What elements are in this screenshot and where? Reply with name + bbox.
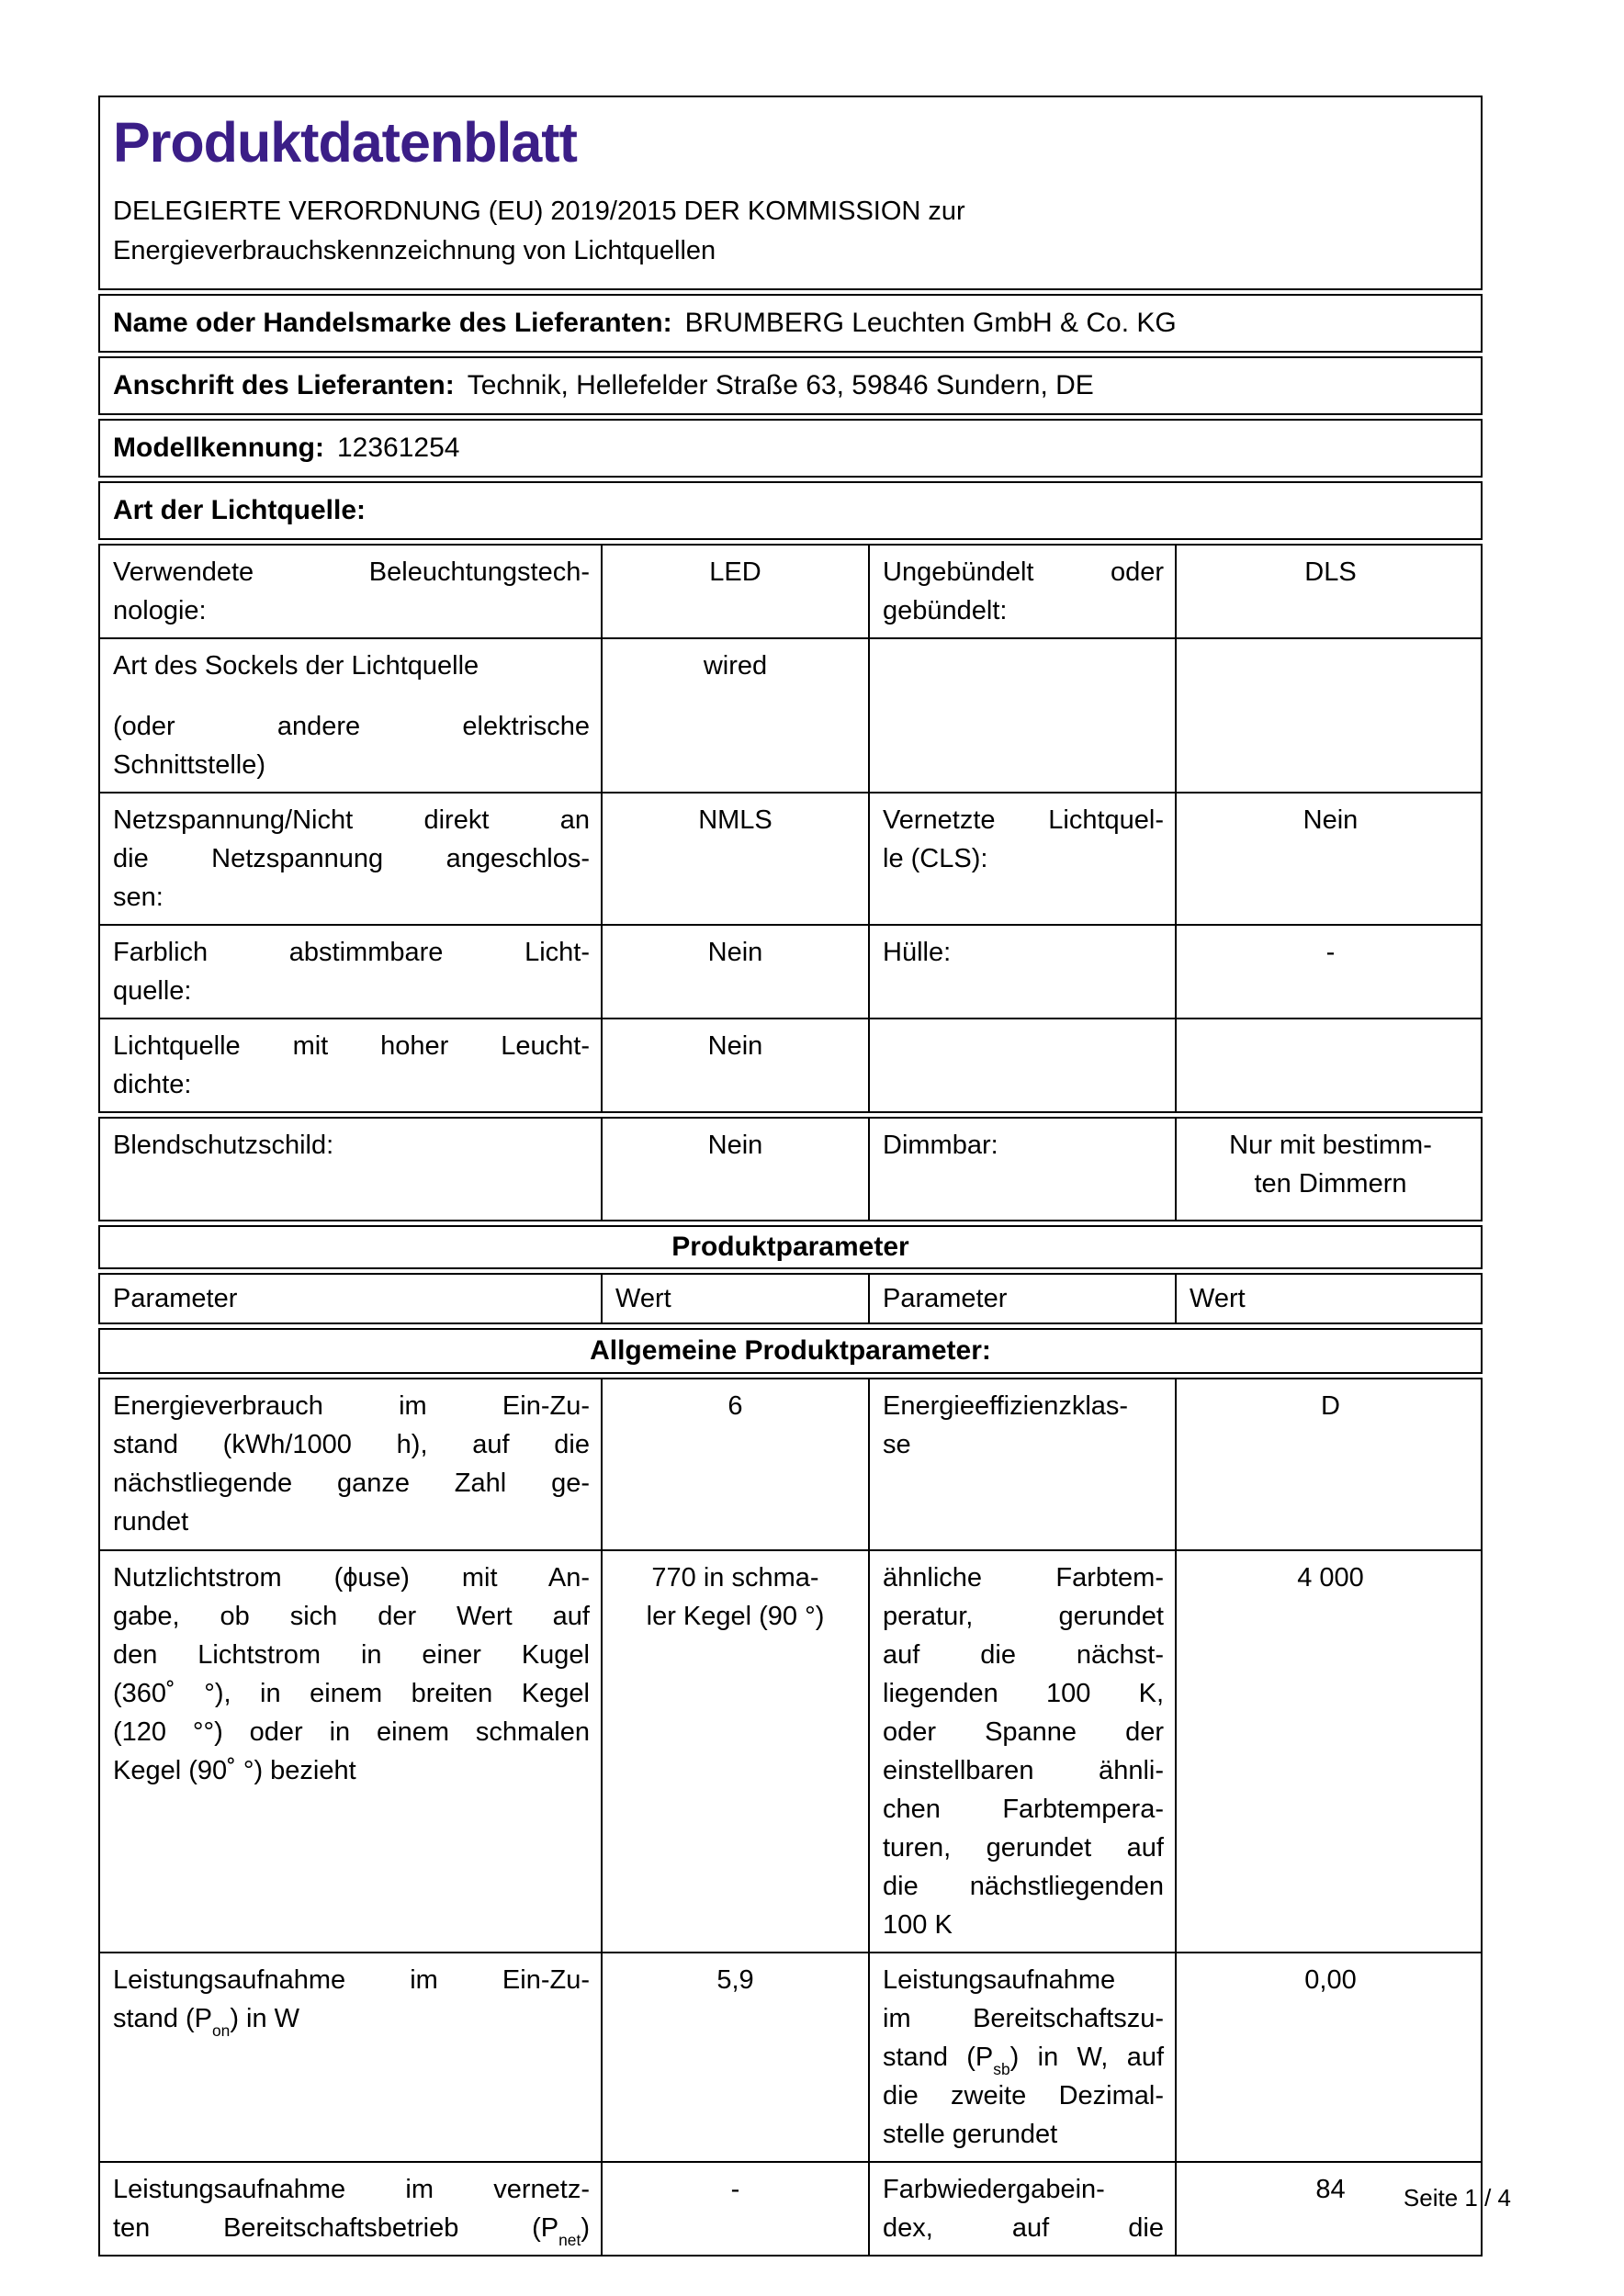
- value-cell: 0,00: [1175, 1953, 1484, 2161]
- title-box: [98, 96, 1483, 290]
- glare-shield-row-table: [98, 1117, 1483, 1221]
- param-cell: Lichtquelle mit hoher Leucht- dichte:: [113, 1031, 590, 1099]
- value-cell: NMLS: [601, 793, 868, 924]
- value-cell: D: [1175, 1379, 1484, 1549]
- value-cell: [1175, 639, 1484, 792]
- value-cell: Nein: [601, 1019, 868, 1111]
- table-row: [100, 1018, 1481, 1111]
- param-cell: Energieverbrauch im Ein-Zu- stand (kWh/1000 h), auf die nächstliegende ganze Zahl ge- rundet: [113, 1391, 590, 1536]
- param-cell: [868, 1019, 1175, 1111]
- model-id-value: 12361254: [336, 433, 460, 463]
- general-parameters-table: [98, 1378, 1483, 2257]
- param-cell: Dimmbar:: [868, 1119, 1175, 1220]
- model-id-label: Modellkennung:: [113, 433, 324, 463]
- column-header: Parameter: [113, 1284, 238, 1313]
- supplier-name-value: BRUMBERG Leuchten GmbH & Co. KG: [684, 308, 1177, 338]
- value-cell: 6: [601, 1379, 868, 1549]
- table-row: [100, 546, 1481, 637]
- page-title: Produktdatenblatt: [113, 111, 577, 174]
- product-datasheet: [98, 96, 1483, 2257]
- param-cell: Blendschutzschild:: [113, 1131, 334, 1160]
- supplier-address-row: [98, 356, 1483, 415]
- light-source-type-row: [98, 481, 1483, 540]
- table-row: [100, 1119, 1481, 1220]
- regulation-subtitle: DELEGIERTE VERORDNUNG (EU) 2019/2015 DER KOMMISSION zur Energieverbrauchskennzeichnung von Lichtquellen: [113, 197, 965, 266]
- table-row: [100, 792, 1481, 924]
- value-cell: Nein: [601, 926, 868, 1018]
- table-row: [100, 1549, 1481, 1952]
- footer-page-number: Seite 1 / 4: [1403, 2184, 1511, 2212]
- value-cell: -: [1175, 926, 1484, 1018]
- value-cell: Nur mit bestimm- ten Dimmern: [1175, 1119, 1484, 1220]
- light-source-type-label: Art der Lichtquelle:: [113, 495, 367, 525]
- param-cell: Leistungsaufnahme im vernetz- ten Bereitschaftsbetrieb $(P_{net})$: [113, 2175, 590, 2250]
- param-cell: Leistungsaufnahme im Bereitschaftszu- stand $(P_{sb})$ in W, auf die zweite Dezimal- stelle gerundet: [868, 1953, 1175, 2161]
- supplier-name-row: [98, 294, 1483, 353]
- table-row: [100, 1952, 1481, 2161]
- column-header: Wert: [601, 1275, 868, 1322]
- light-source-table: [98, 544, 1483, 1113]
- table-row: [100, 1379, 1481, 1549]
- value-cell: LED: [601, 546, 868, 637]
- param-cell: ähnliche Farbtem- peratur, gerundet auf die nächst- liegenden 100 K, oder Spanne der einstellbaren ähnli- chen Farbtempera- turen, gerundet auf die nächstliegenden 100 K: [868, 1551, 1175, 1952]
- value-cell: 4 000: [1175, 1551, 1484, 1952]
- param-cell: Ungebündelt oder gebündelt:: [868, 546, 1175, 637]
- model-id-row: [98, 419, 1483, 478]
- column-header: Parameter: [868, 1275, 1175, 1322]
- param-cell: Farbwiedergabein- dex, auf die: [868, 2163, 1175, 2255]
- param-cell: Hülle:: [868, 926, 1175, 1018]
- param-cell: Vernetzte Lichtquel- le (CLS):: [868, 793, 1175, 924]
- value-cell: -: [601, 2163, 868, 2255]
- value-cell: 84: [1175, 2163, 1484, 2255]
- supplier-name-label: Name oder Handelsmarke des Lieferanten:: [113, 308, 672, 338]
- param-cell: Nutzlichtstrom (ϕuse) mit An- gabe, ob sich der Wert auf den Lichtstrom in einer Kugel (360˚ °), in einem breiten Kegel (120 °°) oder in einem schmalen Kegel (90˚ °) bezieht: [113, 1563, 590, 1785]
- param-cell: [868, 639, 1175, 792]
- value-cell: 5,9: [601, 1953, 868, 2161]
- table-row: [100, 637, 1481, 792]
- table-row: [100, 924, 1481, 1018]
- supplier-address-value: Technik, Hellefelder Straße 63, 59846 Sundern, DE: [467, 370, 1094, 400]
- section-header-produktparameter: Produktparameter: [98, 1225, 1483, 1269]
- value-cell: Nein: [1175, 793, 1484, 924]
- value-cell: DLS: [1175, 546, 1484, 637]
- param-cell: Leistungsaufnahme im Ein-Zu- stand $(P_{on})$ in W: [113, 1965, 590, 2041]
- value-cell: [1175, 1019, 1484, 1111]
- value-cell: wired: [601, 639, 868, 792]
- value-cell: Nein: [601, 1119, 868, 1220]
- param-cell: Verwendete Beleuchtungstech- nologie:: [113, 557, 590, 625]
- supplier-address-label: Anschrift des Lieferanten:: [113, 370, 455, 400]
- column-header: Wert: [1175, 1275, 1484, 1322]
- param-cell: Netzspannung/Nicht direkt an die Netzspannung angeschlos- sen:: [113, 805, 590, 912]
- section-header-allgemeine: Allgemeine Produktparameter:: [98, 1328, 1483, 1374]
- value-cell: 770 in schma- ler Kegel (90 °): [601, 1551, 868, 1952]
- param-cell: Energieeffizienzklas- se: [868, 1379, 1175, 1549]
- param-cell: Farblich abstimmbare Licht- quelle:: [113, 938, 590, 1006]
- param-cell: Art des Sockels der Lichtquelle (oder andere elektrische Schnittstelle): [113, 651, 590, 780]
- table-row: [100, 2161, 1481, 2255]
- column-header-row: [98, 1273, 1483, 1324]
